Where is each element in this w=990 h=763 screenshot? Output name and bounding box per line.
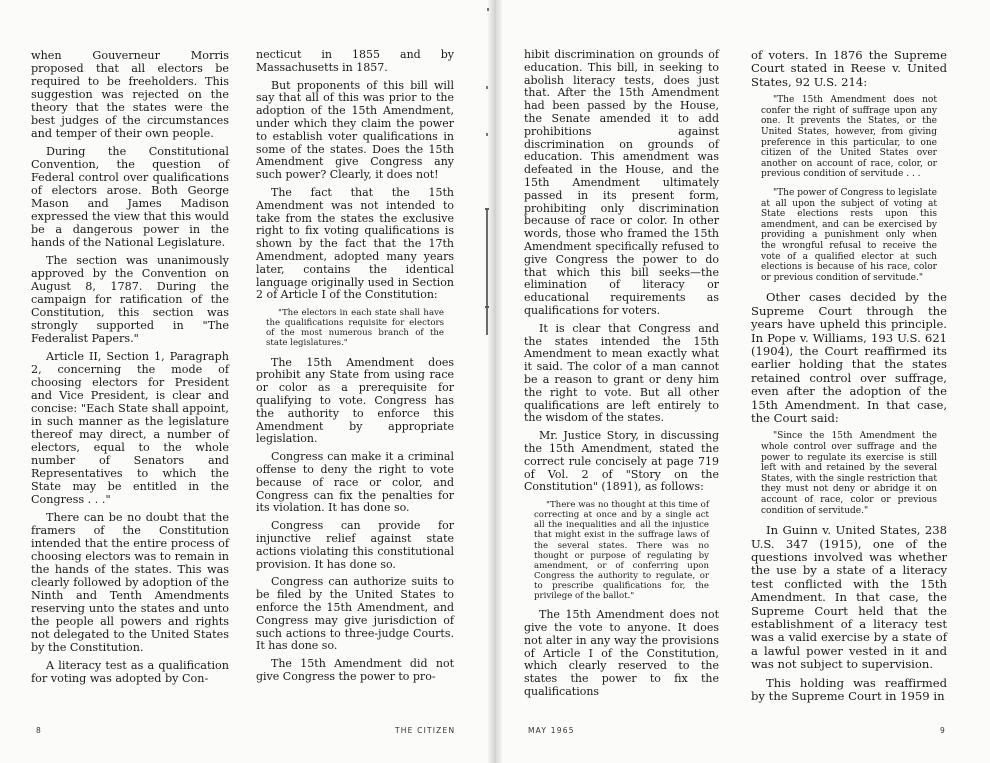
paragraph: The 15th Amendment does prohibit any State from using race or color as a prerequisite for qualifying to vote. Congress has the authority to enforce this Amendment by appropriate legislation. <box>256 355 454 446</box>
scan-speck <box>487 8 489 11</box>
paragraph: Congress can make it a criminal offense to deny the right to vote because of race or color, and Congress can fix the penalties for its violation. It has done so. <box>256 450 454 515</box>
paragraph: when Gouverneur Morris proposed that all electors be required to be freeholders. This suggestion was rejected on the theory that the states were the best judges of the circumstances and temper of their own people. <box>31 49 229 140</box>
paragraph: In Guinn v. United States, 238 U.S. 347 (1915), one of the questions involved was whether the use by a state of a literacy test conflicted with the 15th Amendment. In that case, the Supreme Court held that the establishment of a literacy test was a valid exercise by a state of a lawful power vested in it and was not subject to supervision. <box>751 523 947 672</box>
issue-date: MAY 1965 <box>528 726 575 735</box>
publication-name: THE CITIZEN <box>395 726 456 735</box>
block-quote: "Since the 15th Amendment the whole control over suffrage and the power to regulate its exercise is still left with and retained by the several States, with the single restriction that they must not deny or abridge it on account of race, color or previous condition of servitude." <box>761 431 937 516</box>
paragraph: It is clear that Congress and the states intended the 15th Amendment to mean exactly what it said. The color of a man cannot be a reason to grant or deny him the right to vote. But all other qualifications are left entirely to the wisdom of the states. <box>524 321 719 425</box>
paragraph: of voters. In 1876 the Supreme Court stated in Reese v. United States, 92 U.S. 214: <box>751 48 947 89</box>
paragraph: Article II, Section 1, Paragraph 2, concerning the mode of choosing electors for President and Vice President, is clear and concise: "Each State shall appoint, in such manner as the legislature thereof may direct, a number of electors, equal to the whole number of Senators and Representatives to which the State may be entitled in the Congress . . ." <box>31 350 229 506</box>
paragraph: Other cases decided by the Supreme Court through the years have upheld this principle. In Pope v. Williams, 193 U.S. 621 (1904), the Court reaffirmed its earlier holding that the states retained control over suffrage, even after the adoption of the 15th Amendment. In that case, the Court said: <box>751 290 947 425</box>
paragraph: During the Constitutional Convention, the question of Federal control over qualifications of electors arose. Both George Mason and James Madison expressed the view that this would be a dangerous power in the hands of the National Legislature. <box>31 145 229 249</box>
block-quote: "There was no thought at this time of correcting at once and by a single act all the inequalities and all the injustice that might exist in the suffrage laws of the several states. There was no thought or purpose of regulating by amendment, or of conferring upon Congress the authority to regulate, or to prescribe qualifications for, the privilege of the ballot." <box>534 500 709 602</box>
page-number-left: 8 <box>36 726 42 735</box>
text-column-3 <box>524 49 719 704</box>
margin-rule <box>486 208 488 335</box>
block-quote: "The power of Congress to legislate at all upon the subject of voting at State elections rests upon this amendment, and can be exercised by providing a punishment only when the wrongful refusal to receive the vote of a qualified elector at such elections is because of his race, color or previous condition of servitude." <box>761 187 937 283</box>
paragraph: The 15th Amendment did not give Congress the power to pro- <box>256 657 454 683</box>
paragraph: necticut in 1855 and by Massachusetts in 1857. <box>256 48 454 74</box>
paragraph: Congress can authorize suits to be filed by the United States to enforce the 15th Amendment, and Congress may give jurisdiction of such actions to three-judge Courts. It has done so. <box>256 575 454 653</box>
paragraph: But proponents of this bill will say that all of this was prior to the adoption of the 15th Amendment, under which they claim the power to establish voter qualifications in some of the states. Does the 15th Amendment give Congress any such power? Clearly, it does not! <box>256 78 454 182</box>
scan-speck <box>486 86 488 89</box>
paragraph: The 15th Amendment does not give the vote to anyone. It does not alter in any way the provisions of Article I of the Constitution, which clearly reserved to the states the power to fix the qualifications <box>524 608 719 698</box>
paragraph: There can be no doubt that the framers of the Constitution intended that the entire process of choosing electors was to remain in the hands of the states. This was clearly followed by adoption of the Ninth and Tenth Amendments reserving unto the states and unto the people all powers and rights not delegated to the United States by the Constitution. <box>31 511 229 654</box>
margin-rule-tick-top <box>485 208 489 210</box>
scan-speck <box>486 133 488 136</box>
paragraph: This holding was reaffirmed by the Supreme Court in 1959 in <box>751 675 947 703</box>
paragraph: Mr. Justice Story, in discussing the 15th Amendment, stated the correct rule concisely at page 719 of Vol. 2 of "Story on the Constitution" (1891), as follows: <box>524 429 719 494</box>
paragraph: A literacy test as a qualification for voting was adopted by Con- <box>31 659 229 685</box>
block-quote: "The 15th Amendment does not confer the right of suffrage upon any one. It prevents the States, or the United States, however, from giving preference in this particular, to one citizen of the United States over another on account of race, color, or previous condition of servitude . . . <box>761 95 937 180</box>
book-gutter <box>488 0 502 763</box>
text-column-1 <box>31 49 229 690</box>
text-column-4 <box>751 49 947 708</box>
block-quote: "The electors in each state shall have the qualifications requisite for electors of the most numerous branch of the state legislatures." <box>266 308 444 349</box>
text-column-2 <box>256 49 454 689</box>
paragraph: hibit discrimination on grounds of education. This bill, in seeking to abolish literacy tests, does just that. After the 15th Amendment had been passed by the House, the Senate amended it to add prohibitions against discrimination on grounds of education. This amendment was defeated in the House, and the 15th Amendment ultimately passed in its present form, prohibiting only discrimination because of race or color. In other words, those who framed the 15th Amendment specifically refused to give Congress the power to do that which this bill seeks—the elimination of literacy or educational requirements as qualifications for voters. <box>524 48 719 317</box>
paragraph: Congress can provide for injunctive relief against state actions violating this constitutional provision. It has done so. <box>256 519 454 571</box>
page-number-right: 9 <box>940 726 946 735</box>
paragraph: The fact that the 15th Amendment was not intended to take from the states the exclusive right to fix voting qualifications is shown by the fact that the 17th Amendment, adopted many years later, contains the identical language originally used in Section 2 of Article I of the Constitution: <box>256 185 454 302</box>
margin-rule-tick-mid <box>485 306 489 308</box>
paragraph: The section was unanimously approved by the Convention on August 8, 1787. During the campaign for ratification of the Constitution, this section was strongly supported in "The Federalist Papers." <box>31 254 229 345</box>
